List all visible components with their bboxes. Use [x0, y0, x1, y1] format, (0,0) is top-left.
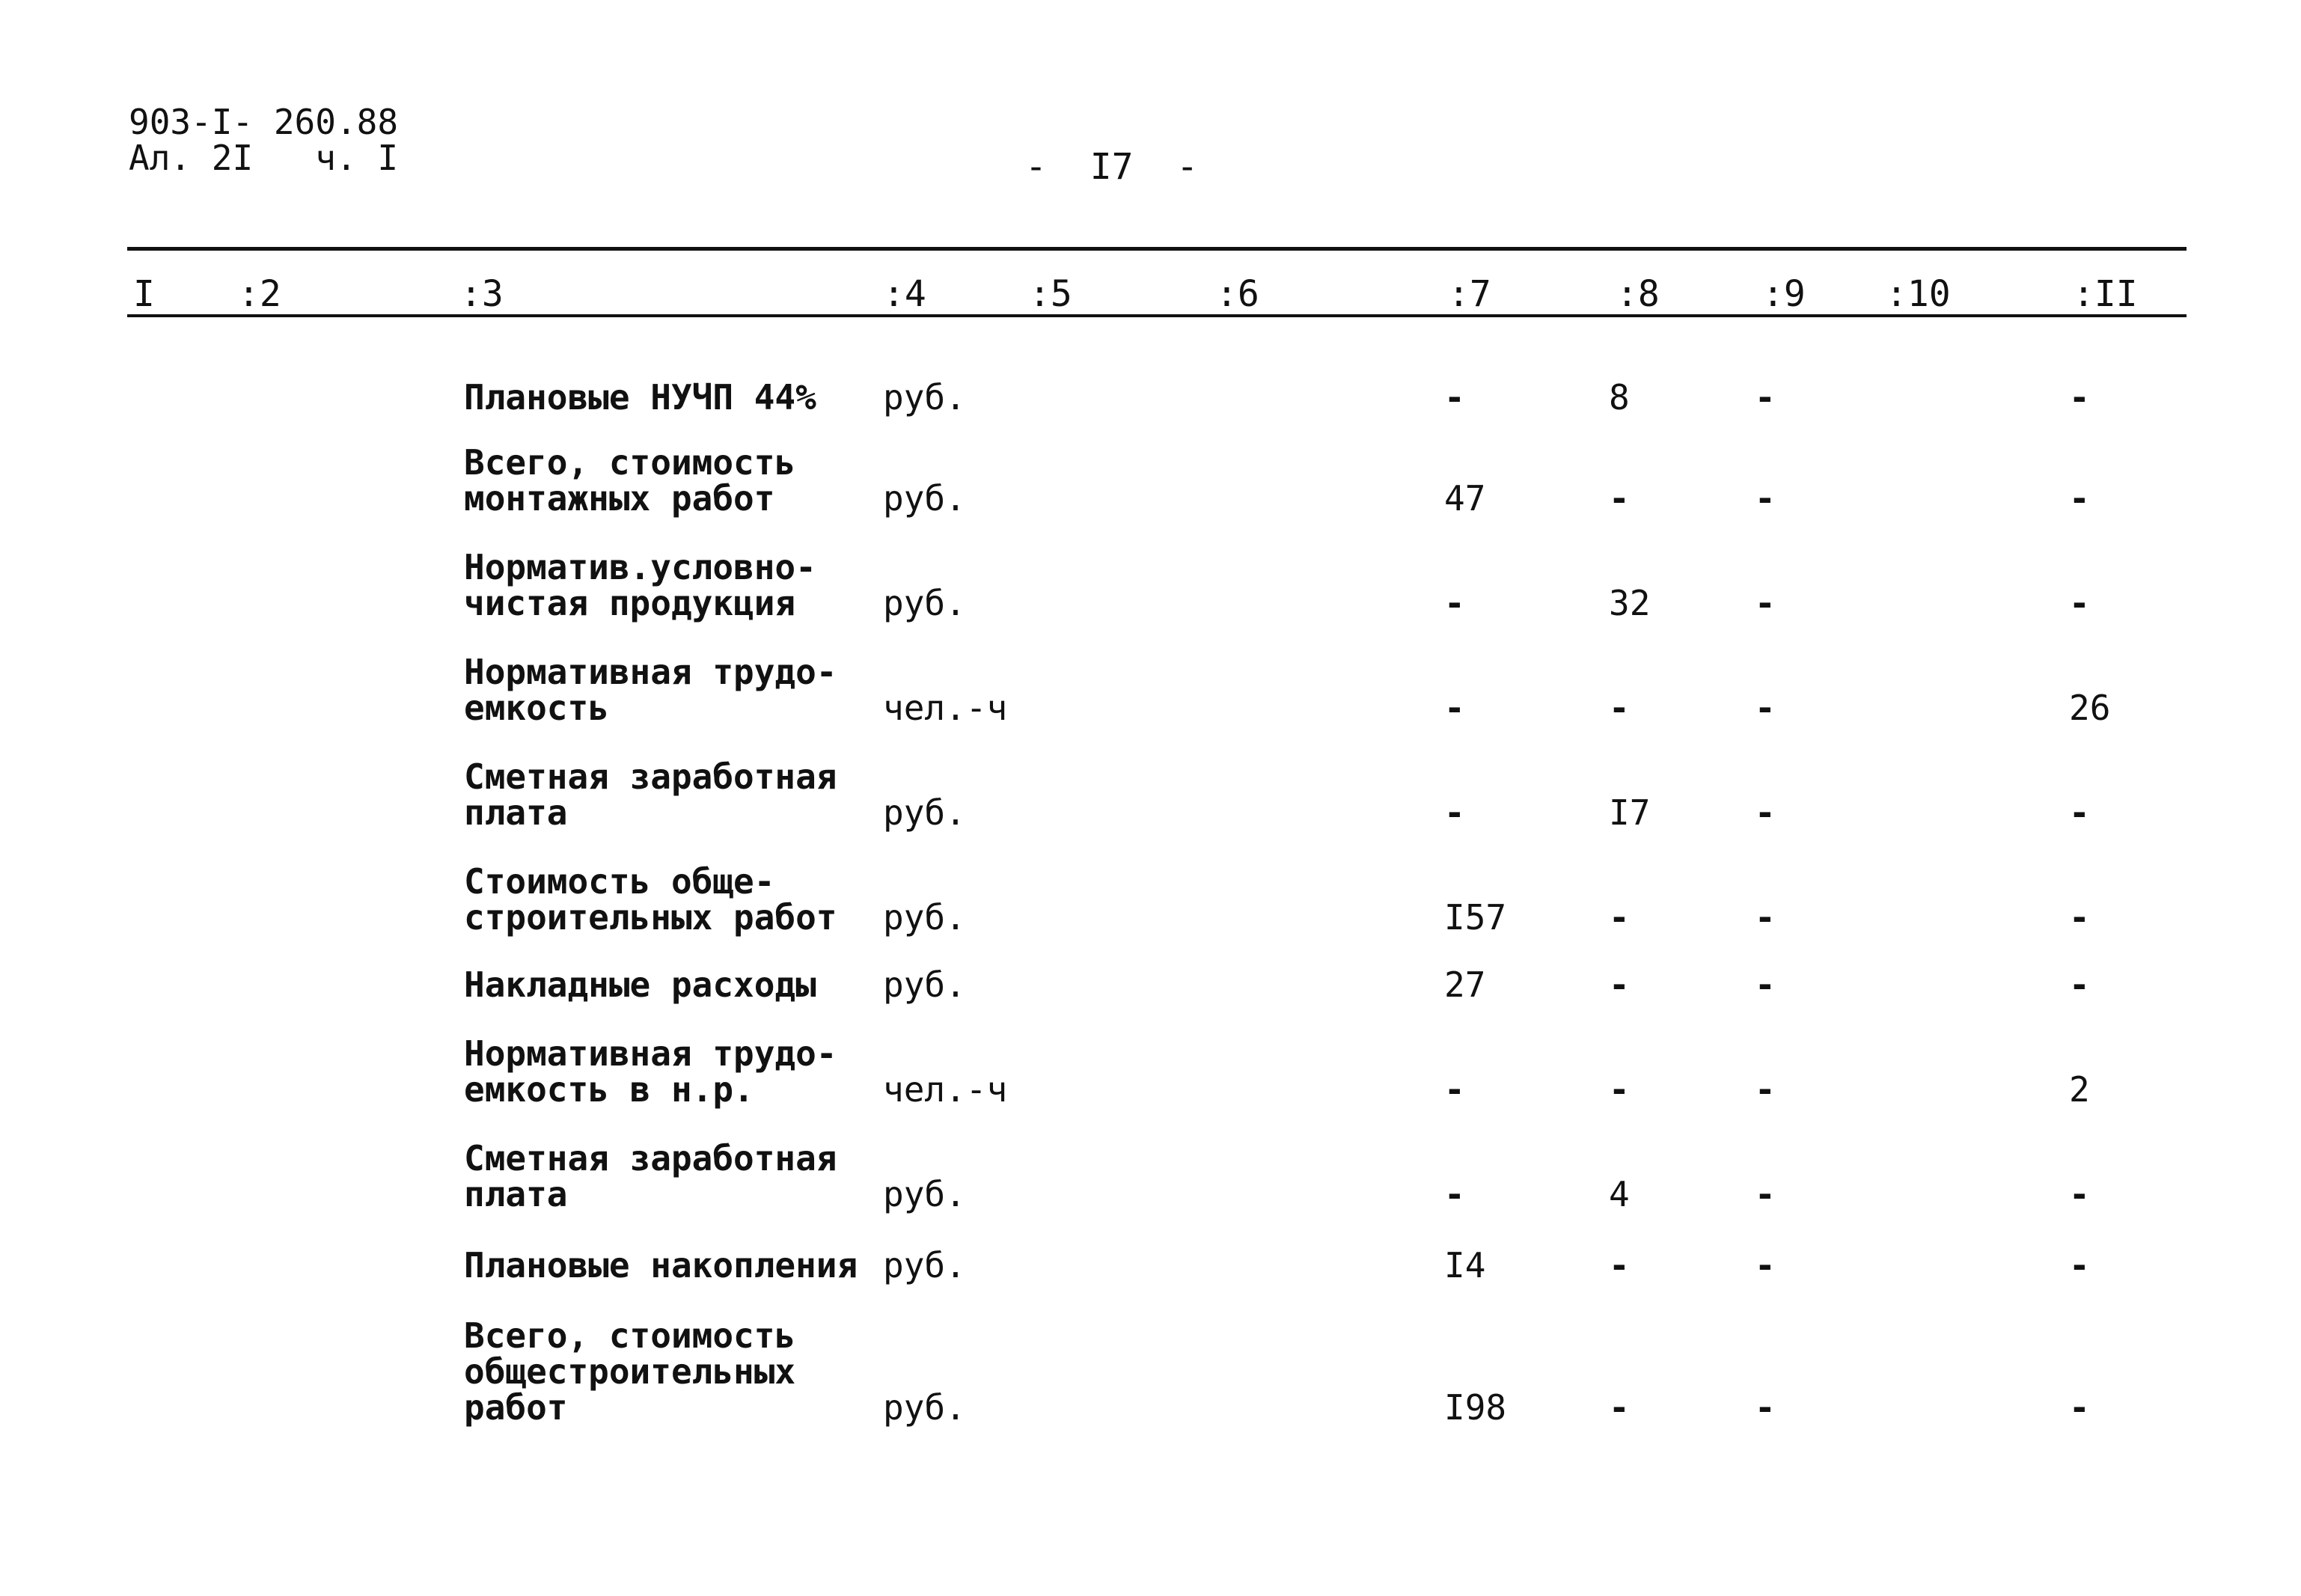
column-number-8: :8: [1616, 273, 1660, 315]
row-col8-value: -: [1609, 1069, 1630, 1110]
table-top-rule: [127, 247, 2187, 251]
column-number-1: I: [133, 273, 155, 315]
row-col8-value: 32: [1609, 583, 1651, 623]
row-col11-value: -: [2069, 897, 2090, 938]
row-col9-value: -: [1755, 897, 1776, 938]
row-col7-value: -: [1444, 792, 1465, 833]
row-item-name: Стоимость обще- строительных работ: [464, 861, 837, 938]
row-col9-value: -: [1755, 688, 1776, 728]
row-col7-value: 27: [1444, 964, 1486, 1005]
row-col7-value: -: [1444, 1174, 1465, 1214]
row-col7-value: I57: [1444, 897, 1507, 938]
document-code: 903-I- 260.88: [129, 102, 399, 142]
row-col9-value: -: [1755, 792, 1776, 833]
row-item-name: Сметная заработная плата: [464, 1138, 837, 1214]
row-unit: руб.: [883, 1387, 966, 1428]
row-unit: руб.: [883, 792, 966, 833]
row-item-name: Сметная заработная плата: [464, 756, 837, 833]
album-part-label: Ал. 2I ч. I: [129, 138, 399, 178]
row-col7-value: -: [1444, 688, 1465, 728]
row-col8-value: -: [1609, 964, 1630, 1005]
row-col11-value: -: [2069, 583, 2090, 623]
row-col9-value: -: [1755, 964, 1776, 1005]
row-col7-value: -: [1444, 377, 1465, 418]
row-col11-value: 2: [2069, 1069, 2090, 1110]
row-col8-value: 8: [1609, 377, 1630, 418]
row-col7-value: -: [1444, 1069, 1465, 1110]
row-col9-value: -: [1755, 377, 1776, 418]
row-col7-value: I98: [1444, 1387, 1507, 1428]
row-col11-value: -: [2069, 377, 2090, 418]
row-col7-value: 47: [1444, 478, 1486, 519]
row-col8-value: -: [1609, 1387, 1630, 1428]
row-item-name: Всего, стоимость общестроительных работ: [464, 1315, 796, 1428]
row-unit: руб.: [883, 897, 966, 938]
row-col9-value: -: [1755, 1387, 1776, 1428]
table-header-rule: [127, 314, 2187, 317]
row-col9-value: -: [1755, 583, 1776, 623]
row-col9-value: -: [1755, 1245, 1776, 1285]
row-col11-value: -: [2069, 964, 2090, 1005]
row-unit: руб.: [883, 478, 966, 519]
column-number-7: :7: [1448, 273, 1491, 315]
row-unit: руб.: [883, 377, 966, 418]
row-col7-value: -: [1444, 583, 1465, 623]
row-item-name: Норматив.условно- чистая продукция: [464, 547, 816, 623]
row-unit: чел.-ч: [883, 1069, 1008, 1110]
column-number-9: :9: [1762, 273, 1806, 315]
column-number-4: :4: [883, 273, 926, 315]
row-col11-value: 26: [2069, 688, 2111, 728]
row-item-name: Нормативная трудо- емкость: [464, 652, 837, 728]
row-col9-value: -: [1755, 478, 1776, 519]
column-number-5: :5: [1029, 273, 1072, 315]
row-col11-value: -: [2069, 792, 2090, 833]
row-col9-value: -: [1755, 1174, 1776, 1214]
row-unit: руб.: [883, 964, 966, 1005]
row-unit: руб.: [883, 1245, 966, 1285]
row-item-name: Плановые НУЧП 44%: [464, 377, 816, 418]
page-number: - I7 -: [1025, 146, 1199, 188]
row-col11-value: -: [2069, 1387, 2090, 1428]
row-col8-value: 4: [1609, 1174, 1630, 1214]
row-col11-value: -: [2069, 478, 2090, 519]
row-unit: руб.: [883, 583, 966, 623]
row-item-name: Плановые накопления: [464, 1245, 858, 1285]
row-item-name: Нормативная трудо- емкость в н.р.: [464, 1033, 837, 1110]
row-col8-value: -: [1609, 1245, 1630, 1285]
column-number-3: :3: [460, 273, 504, 315]
column-number-11: :II: [2073, 273, 2138, 315]
column-number-6: :6: [1216, 273, 1259, 315]
row-unit: руб.: [883, 1174, 966, 1214]
row-col8-value: I7: [1609, 792, 1651, 833]
column-number-2: :2: [238, 273, 281, 315]
row-col8-value: -: [1609, 897, 1630, 938]
row-col8-value: -: [1609, 478, 1630, 519]
row-col7-value: I4: [1444, 1245, 1486, 1285]
row-col8-value: -: [1609, 688, 1630, 728]
row-col11-value: -: [2069, 1174, 2090, 1214]
column-number-10: :10: [1886, 273, 1951, 315]
row-col9-value: -: [1755, 1069, 1776, 1110]
row-item-name: Накладные расходы: [464, 964, 816, 1005]
row-unit: чел.-ч: [883, 688, 1008, 728]
row-col11-value: -: [2069, 1245, 2090, 1285]
row-item-name: Всего, стоимость монтажных работ: [464, 442, 796, 519]
